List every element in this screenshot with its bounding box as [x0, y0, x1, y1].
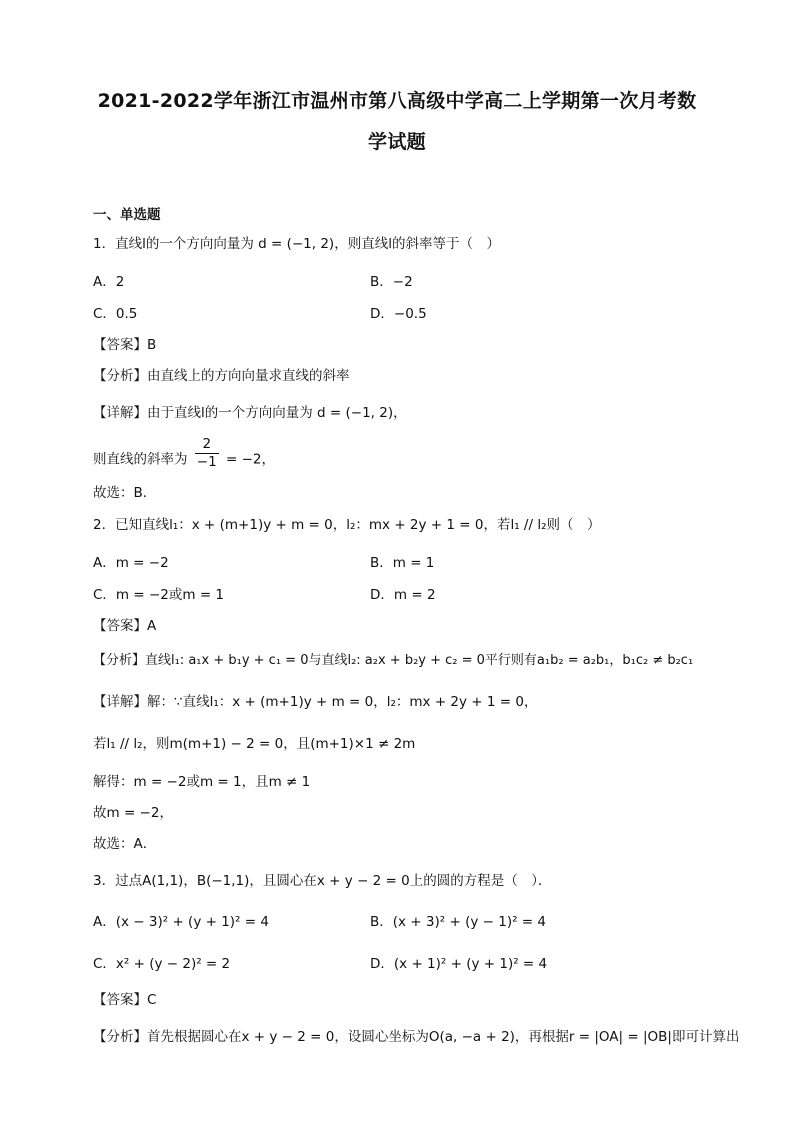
q1-detail-2-suffix: = −2，	[226, 451, 276, 468]
q1-slope-fraction	[195, 436, 219, 471]
q2-option-b: B．m = 1	[370, 555, 435, 571]
q1-stem: 1．直线l的一个方向向量为 d = (−1, 2)，则直线l的斜率等于（ ）	[93, 236, 500, 252]
q1-option-a: A．2	[93, 274, 125, 290]
q3-stem: 3．过点A(1,1)，B(−1,1)，且圆心在x + y − 2 = 0上的圆的方程是（ ）．	[93, 873, 552, 889]
q1-answer: 【答案】B	[93, 337, 157, 353]
document-title-line-2: 学试题	[368, 131, 426, 153]
q1-fraction-numerator: 2	[195, 436, 219, 454]
q3-analysis: 【分析】首先根据圆心在x + y − 2 = 0，设圆心坐标为O(a, −a + 2)，再根据r = |OA| = |OB|即可计算出	[93, 1029, 740, 1045]
q1-option-d: D．−0.5	[370, 306, 427, 322]
q2-detail-5: 故选：A．	[93, 836, 157, 852]
q1-option-b: B．−2	[370, 274, 413, 290]
q1-fraction-denominator: −1	[196, 454, 217, 470]
q1-analysis: 【分析】由直线上的方向向量求直线的斜率	[93, 368, 350, 384]
q2-analysis: 【分析】直线l₁: a₁x + b₁y + c₁ = 0与直线l₂: a₂x + b₂y + c₂ = 0平行则有a₁b₂ = a₂b₁，b₁c₂ ≠ b₂c₁	[93, 653, 694, 668]
q2-option-d: D．m = 2	[370, 587, 436, 603]
document-title-line-1: 2021-2022学年浙江市温州市第八高级中学高二上学期第一次月考数	[97, 90, 697, 112]
q1-detail-2	[93, 436, 276, 477]
q2-detail-3: 解得：m = −2或m = 1，且m ≠ 1	[93, 774, 311, 790]
q2-option-c: C．m = −2或m = 1	[93, 587, 225, 603]
q2-detail-4: 故m = −2，	[93, 805, 173, 821]
q1-detail-3: 故选：B．	[93, 485, 157, 501]
q2-detail-2: 若l₁ // l₂，则m(m+1) − 2 = 0，且(m+1)×1 ≠ 2m	[93, 736, 416, 752]
q2-stem: 2．已知直线l₁：x + (m+1)y + m = 0，l₂：mx + 2y + 1 = 0，若l₁ // l₂则（ ）	[93, 517, 601, 533]
q1-option-c: C．0.5	[93, 306, 138, 322]
q3-answer: 【答案】C	[93, 992, 157, 1008]
q3-option-b: B．(x + 3)² + (y − 1)² = 4	[370, 914, 546, 930]
q1-detail-2-prefix: 则直线的斜率为	[93, 451, 188, 468]
q3-option-a: A．(x − 3)² + (y + 1)² = 4	[93, 914, 269, 930]
q3-option-d: D．(x + 1)² + (y + 1)² = 4	[370, 956, 548, 972]
q2-detail-1: 【详解】解：∵直线l₁：x + (m+1)y + m = 0，l₂：mx + 2y + 1 = 0，	[93, 694, 538, 710]
q2-option-a: A．m = −2	[93, 555, 169, 571]
q1-detail-1: 【详解】由于直线l的一个方向向量为 d = (−1, 2)，	[93, 405, 407, 421]
q3-option-c: C．x² + (y − 2)² = 2	[93, 956, 231, 972]
section-heading: 一、单选题	[93, 207, 161, 223]
q2-answer: 【答案】A	[93, 618, 157, 634]
